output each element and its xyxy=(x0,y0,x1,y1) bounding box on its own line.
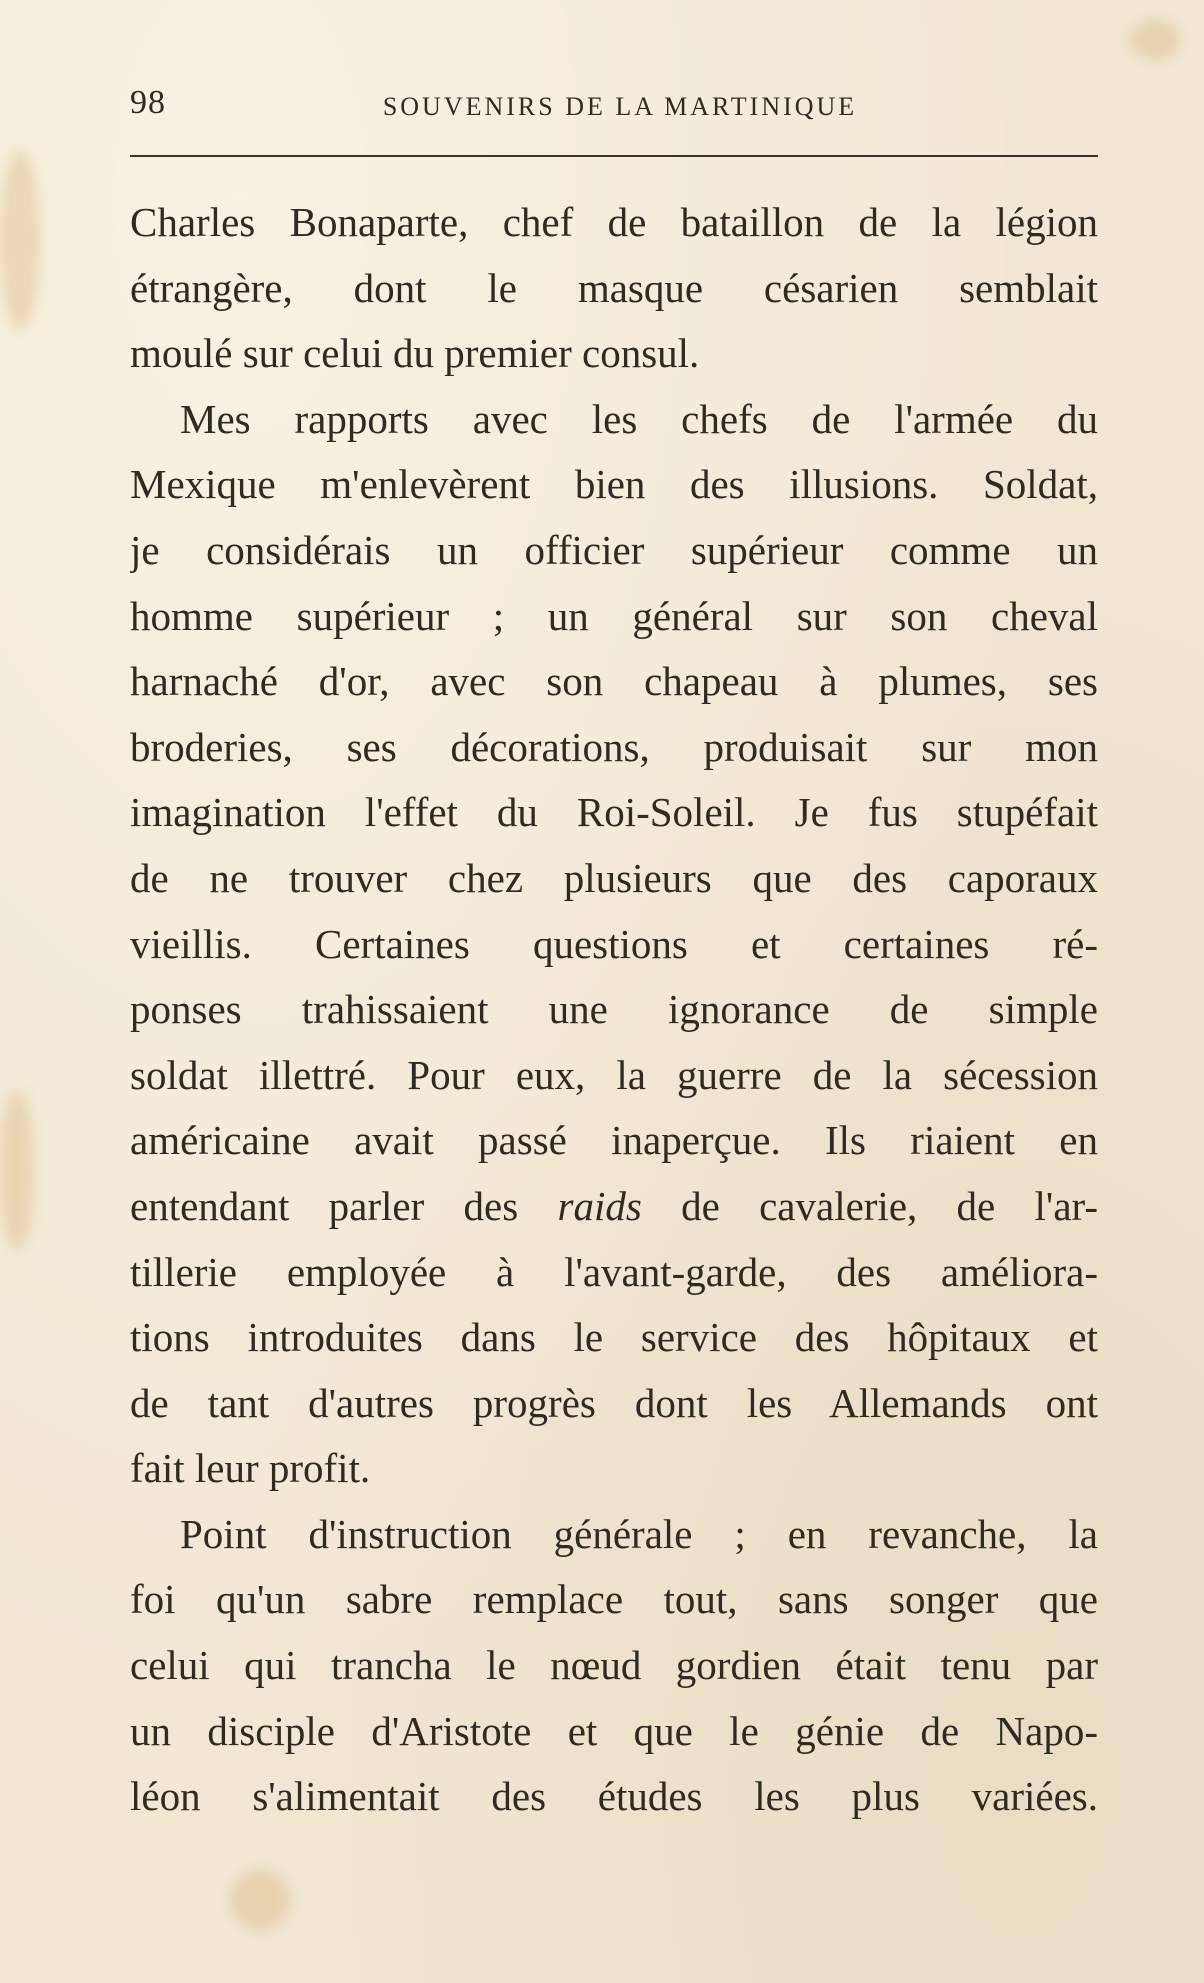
text-line: foi qu'un sabre remplace tout, sans songer que xyxy=(130,1576,1098,1623)
paper-stain xyxy=(230,1870,290,1930)
text-line: celui qui trancha le nœud gordien était tenu par xyxy=(130,1642,1098,1689)
header-rule xyxy=(130,155,1098,157)
text-line: léon s'alimentait des études les plus variées. xyxy=(130,1773,1098,1820)
text-line: de ne trouver chez plusieurs que des caporaux xyxy=(130,854,1098,901)
paper-stain xyxy=(0,150,40,330)
text-line: américaine avait passé inaperçue. Ils riaient en xyxy=(130,1117,1098,1164)
text-line: Point d'instruction générale ; en revanche, la xyxy=(180,1510,1098,1557)
text-line: Mes rapports avec les chefs de l'armée du xyxy=(180,395,1098,442)
text-line: homme supérieur ; un général sur son cheval xyxy=(130,592,1098,639)
text-line: je considérais un officier supérieur comme un xyxy=(130,526,1098,573)
text-line: un disciple d'Aristote et que le génie de Napo- xyxy=(130,1707,1098,1754)
text-line: imagination l'effet du Roi-Soleil. Je fus stupéfait xyxy=(130,789,1098,836)
running-title: SOUVENIRS DE LA MARTINIQUE xyxy=(382,92,858,121)
text-line: Charles Bonaparte, chef de bataillon de la légion xyxy=(130,199,1098,245)
text-line xyxy=(130,1174,1098,1240)
text-line: Mexique m'enlevèrent bien des illusions. Soldat, xyxy=(130,461,1098,508)
text-line: tions introduites dans le service des hôpitaux et xyxy=(130,1314,1098,1361)
text-line: vieillis. Certaines questions et certaines ré- xyxy=(130,920,1098,967)
text-line: ponses trahissaient une ignorance de simple xyxy=(130,986,1098,1033)
paper-stain xyxy=(0,1090,34,1250)
text-line: tillerie employée à l'avant-garde, des améliora- xyxy=(130,1248,1098,1295)
page-number: 98 xyxy=(130,84,166,121)
text-line: soldat illettré. Pour eux, la guerre de la sécession xyxy=(130,1051,1098,1098)
text-line: broderies, ses décorations, produisait sur mon xyxy=(130,723,1098,770)
text-line: étrangère, dont le masque césarien semblait xyxy=(130,264,1098,311)
text-line: harnaché d'or, avec son chapeau à plumes, ses xyxy=(130,658,1098,705)
italic-word: raids xyxy=(557,1182,642,1229)
paper-stain xyxy=(1130,20,1180,60)
text-line: moulé sur celui du premier consul. xyxy=(130,330,700,377)
body-text xyxy=(130,190,1098,1830)
text-line: fait leur profit. xyxy=(130,1445,371,1492)
text-segment: entendant parler des xyxy=(130,1182,519,1229)
text-segment: de cavalerie, de l'ar- xyxy=(681,1182,1098,1229)
running-head xyxy=(130,84,1098,128)
text-line: de tant d'autres progrès dont les Allemands ont xyxy=(130,1379,1098,1426)
